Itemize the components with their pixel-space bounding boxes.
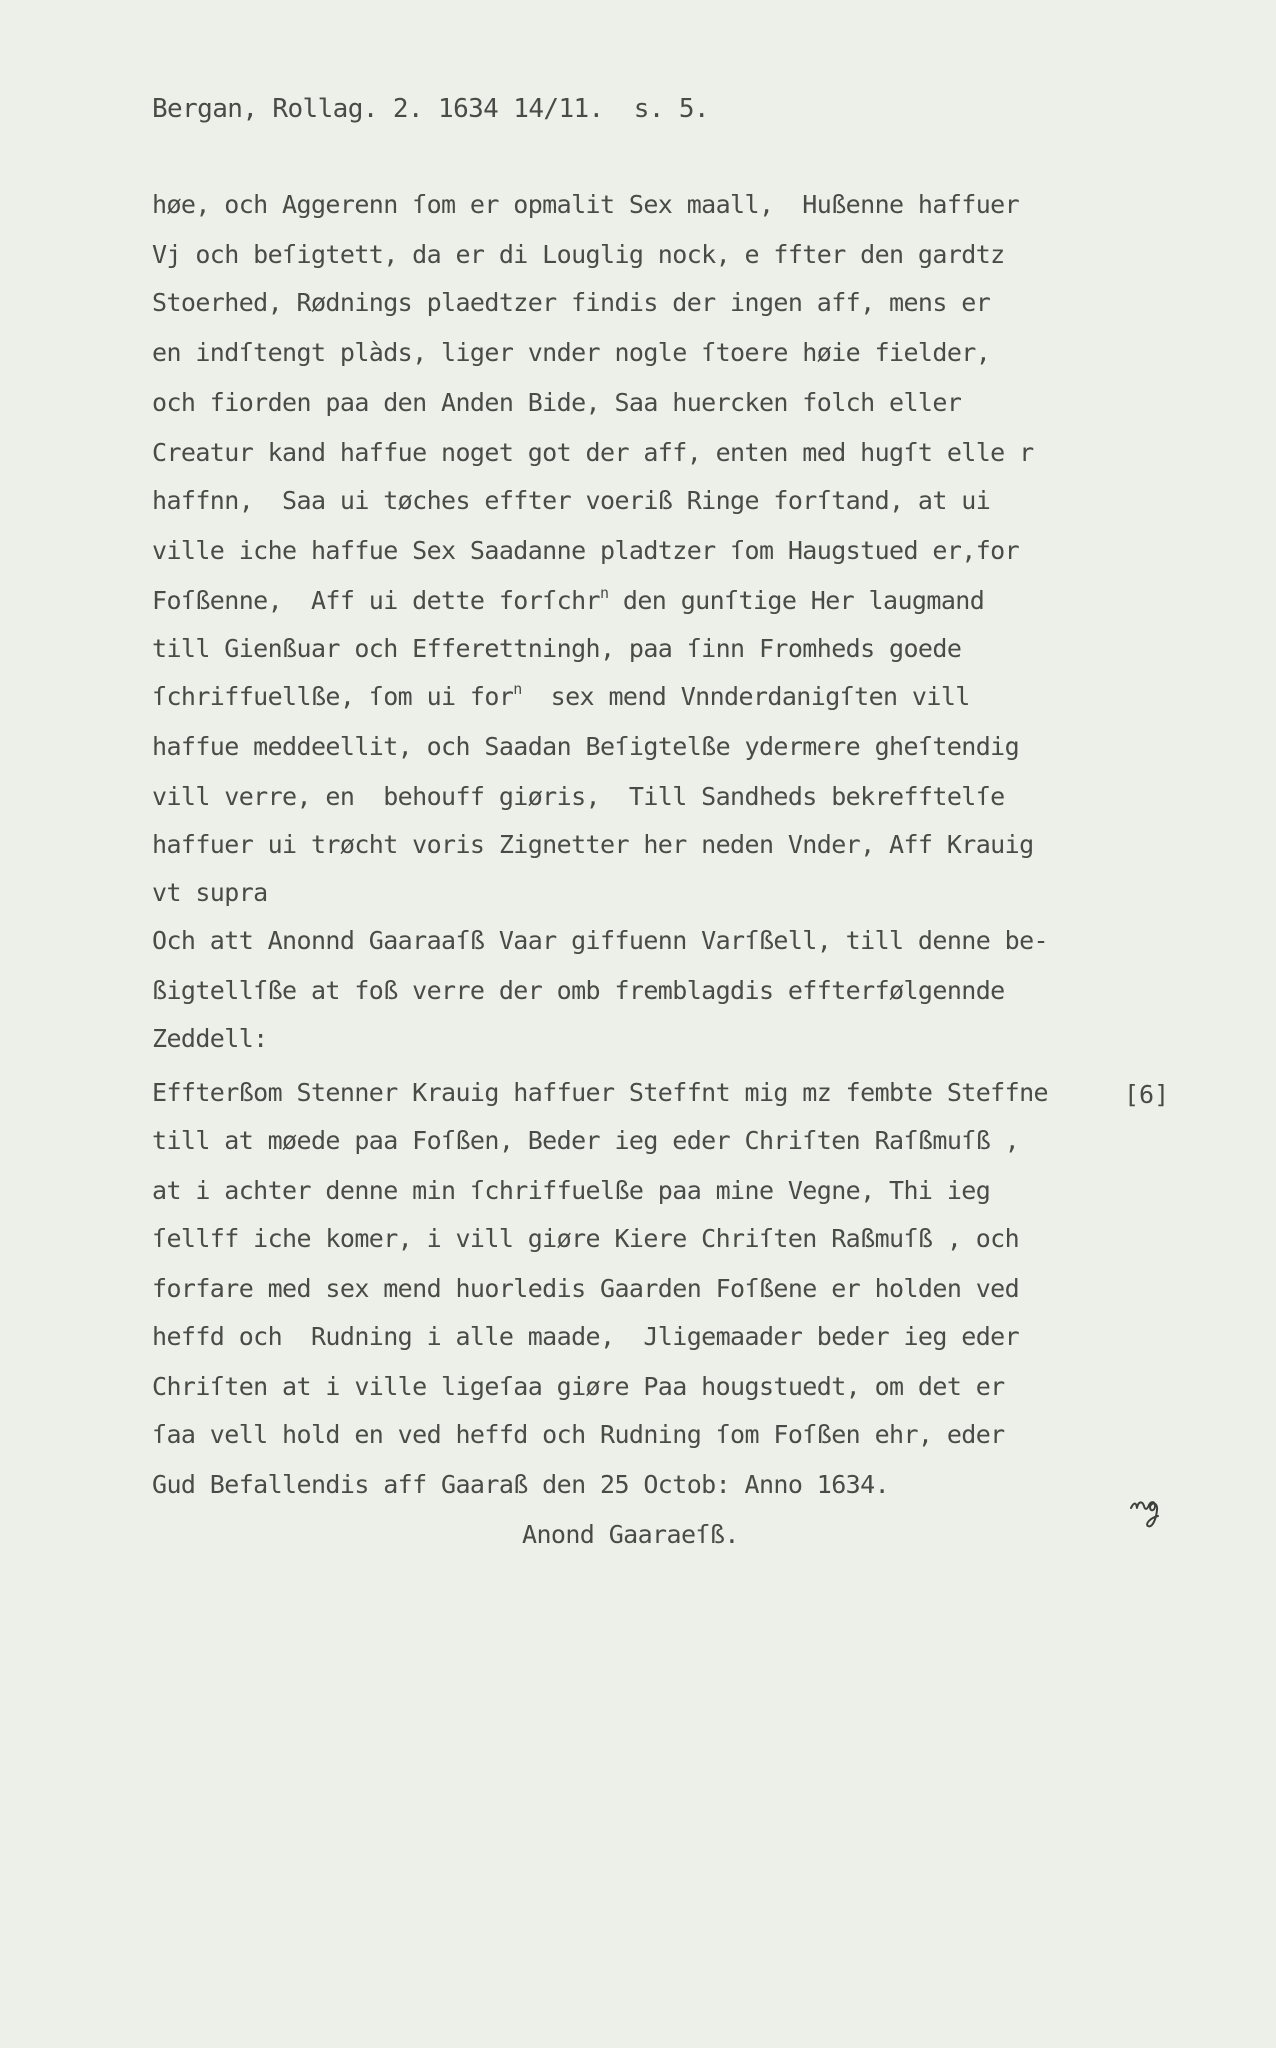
text-line: haffuer ui trøcht voris Zignetter her neden Vnder, Aff Krauig bbox=[152, 830, 1034, 859]
text-line: haffnn, Saa ui tøches effter voeriß Ringe forſtand, at ui bbox=[152, 486, 991, 515]
text-line: Gud Befallendis aff Gaaraß den 25 Octob: Anno 1634. bbox=[152, 1470, 890, 1499]
text-line: ßigtellſße at foß verre der omb fremblagdis effterfølgennde bbox=[152, 976, 1005, 1005]
superscript: n bbox=[600, 584, 609, 602]
text-line: ſaa vell hold en ved heffd och Rudning ſom Foſßen ehr, eder bbox=[152, 1420, 1005, 1449]
signature: Anond Gaaraeſß. bbox=[522, 1520, 739, 1549]
text-segment: sex mend Vnnderdanigſten vill bbox=[521, 682, 970, 711]
text-line: høe, och Aggerenn ſom er opmalit Sex maall, Hußenne haffuer bbox=[152, 190, 1020, 219]
text-line: Stoerhed, Rødnings plaedtzer findis der ingen aff, mens er bbox=[152, 288, 991, 317]
text-line: Chriſten at i ville ligeſaa giøre Paa hougstuedt, om det er bbox=[152, 1372, 1005, 1401]
text-line: ville iche haffue Sex Saadanne pladtzer ſom Haugstued er,for bbox=[152, 536, 1020, 565]
text-segment: ſchriffuellße, ſom ui for bbox=[152, 682, 514, 711]
text-line: Och att Anonnd Gaaraaſß Vaar giffuenn Varſßell, till denne be- bbox=[152, 926, 1048, 955]
text-segment: den gunſtige Her laugmand bbox=[608, 586, 985, 615]
text-line: ſellff iche komer, i vill giøre Kiere Chriſten Raßmuſß , och bbox=[152, 1224, 1020, 1253]
text-segment: Foſßenne, Aff ui dette forſchr bbox=[152, 586, 600, 615]
text-line: Zeddell: bbox=[152, 1024, 268, 1053]
text-line bbox=[152, 584, 984, 618]
text-line: till Gienßuar och Efferettningh, paa ſinn Fromheds goede bbox=[152, 634, 962, 663]
text-line bbox=[152, 680, 970, 714]
text-line: forfare med sex mend huorledis Gaarden Foſßene er holden ved bbox=[152, 1274, 1020, 1303]
text-line: at i achter denne min ſchriffuelße paa mine Vegne, Thi ieg bbox=[152, 1176, 991, 1205]
handwritten-initials-icon bbox=[1128, 1488, 1178, 1532]
text-line: Effterßom Stenner Krauig haffuer Steffnt mig mz fembte Steffne bbox=[152, 1078, 1048, 1107]
text-line: en indſtengt plàds, liger vnder nogle ſtoere høie fielder, bbox=[152, 338, 991, 367]
document-heading: Bergan, Rollag. 2. 1634 14/11. s. 5. bbox=[152, 94, 709, 124]
text-line: Vj och beſigtett, da er di Louglig nock, e ffter den gardtz bbox=[152, 240, 1005, 269]
margin-page-note: [6] bbox=[1124, 1080, 1170, 1109]
text-line: och fiorden paa den Anden Bide, Saa huercken folch eller bbox=[152, 388, 962, 417]
text-line: vill verre, en behouff giøris, Till Sandheds bekrefftelſe bbox=[152, 782, 1005, 811]
text-line: vt supra bbox=[152, 878, 268, 907]
text-line: Creatur kand haffue noget got der aff, enten med hugſt elle r bbox=[152, 438, 1034, 467]
text-line: till at møede paa Foſßen, Beder ieg eder Chriſten Raſßmuſß , bbox=[152, 1126, 1020, 1155]
text-line: haffue meddeellit, och Saadan Beſigtelße ydermere gheſtendig bbox=[152, 732, 1020, 761]
superscript: n bbox=[513, 680, 522, 698]
text-line: heffd och Rudning i alle maade, Jligemaader beder ieg eder bbox=[152, 1322, 1020, 1351]
